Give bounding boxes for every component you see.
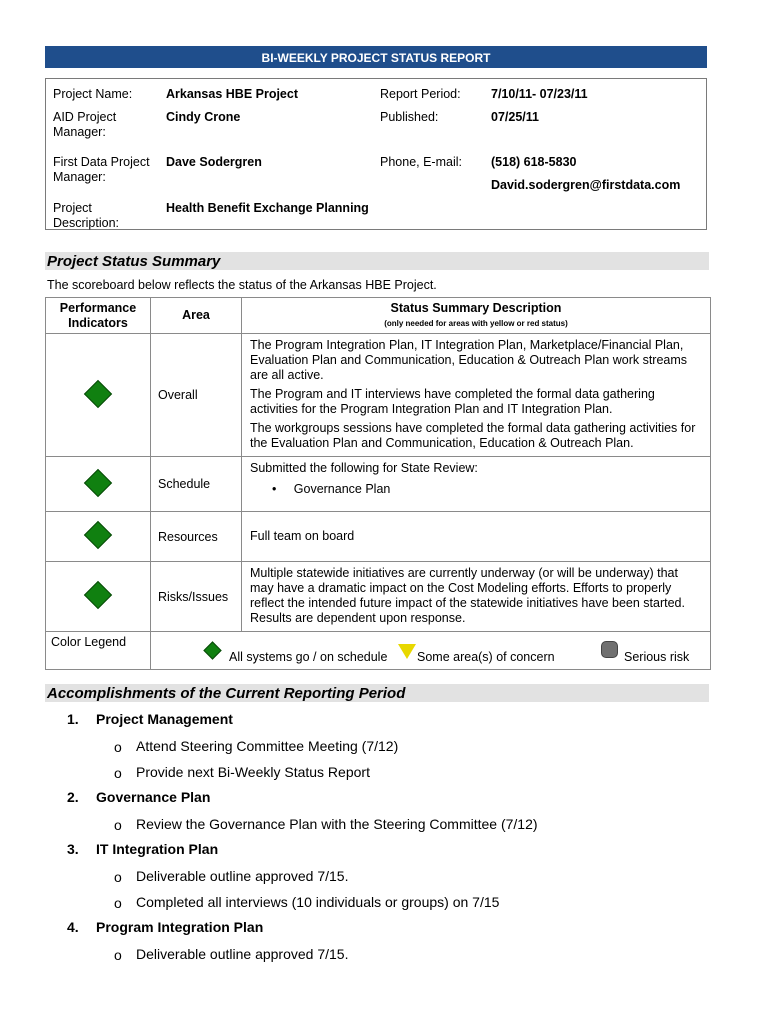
item-title: IT Integration Plan [96,841,219,857]
area-cell: Resources [151,512,242,562]
aid-pm-label: AID Project Manager: [53,110,117,139]
sub-item: Provide next Bi-Weekly Status Report [136,764,370,780]
sub-item: Review the Governance Plan with the Steering Committee (7/12) [136,816,538,832]
description-label: Project Description: [53,201,119,230]
description-cell: Submitted the following for State Review: • Governance Plan [242,457,711,512]
report-title: BI-WEEKLY PROJECT STATUS REPORT [45,46,707,68]
description-cell: Multiple statewide initiatives are currently underway (or will be underway) that may have a dramatic impact on the Cost Modeling efforts. Efforts to properly reflect the intended future impact of the statewide initiatives have been started. Results are dependent upon response. [242,562,711,632]
phone-email-label: Phone, E-mail: [380,155,462,169]
indicator-cell [46,457,151,512]
item-title: Governance Plan [96,789,211,805]
project-info-box [45,78,707,230]
sub-marker: o [114,895,122,911]
indicator-cell [46,334,151,457]
item-number: 4. [67,919,79,935]
indicators-header: Performance Indicators [46,298,151,334]
aid-pm-value: Cindy Crone [166,110,241,124]
bullet-item: • Governance Plan [272,482,391,496]
table-row [46,512,711,562]
status-table [45,297,711,670]
area-header: Area [151,298,242,334]
area-cell: Risks/Issues [151,562,242,632]
legend-red-text: Serious risk [624,650,690,664]
description-header: Status Summary Description (only needed for areas with yellow or red status) [242,298,711,334]
green-diamond-icon [203,641,221,659]
sub-marker: o [114,739,122,755]
sub-marker: o [114,869,122,885]
item-title: Program Integration Plan [96,919,264,935]
description-value: Health Benefit Exchange Planning [166,201,369,215]
status-table-header [46,298,711,334]
area-cell: Overall [151,334,242,457]
project-name-label: Project Name: [53,87,133,101]
sub-item: Completed all interviews (10 individuals or groups) on 7/15 [136,894,500,910]
fd-pm-value: Dave Sodergren [166,155,262,169]
legend-yellow-text: Some area(s) of concern [417,650,555,664]
item-title: Project Management [96,711,233,727]
green-status-icon [84,379,112,407]
sub-item: Deliverable outline approved 7/15. [136,946,349,962]
published-value: 07/25/11 [491,110,539,124]
fd-pm-label: First Data Project Manager: [53,155,150,184]
table-row [46,334,711,457]
description-cell: Full team on board [242,512,711,562]
sub-marker: o [114,947,122,963]
indicator-cell [46,512,151,562]
color-legend-label: Color Legend [46,632,151,670]
color-legend-row [46,632,711,670]
yellow-triangle-icon [398,644,416,659]
item-number: 3. [67,841,79,857]
item-number: 2. [67,789,79,805]
table-row [46,457,711,512]
item-number: 1. [67,711,79,727]
gray-octagon-icon [601,641,618,658]
green-status-icon [84,581,112,609]
area-cell: Schedule [151,457,242,512]
status-summary-heading: Project Status Summary [45,252,709,270]
sub-item: Deliverable outline approved 7/15. [136,868,349,884]
report-period-value: 7/10/11- 07/23/11 [491,87,588,101]
project-name-value: Arkansas HBE Project [166,87,299,101]
color-legend [151,632,711,670]
email-value: David.sodergren@firstdata.com [491,178,681,192]
sub-item: Attend Steering Committee Meeting (7/12) [136,738,399,754]
status-summary-intro: The scoreboard below reflects the status of the Arkansas HBE Project. [47,278,437,292]
sub-marker: o [114,817,122,833]
published-label: Published: [380,110,439,124]
green-status-icon [84,468,112,496]
green-status-icon [84,521,112,549]
accomplishments-heading: Accomplishments of the Current Reporting Period [45,684,709,702]
sub-marker: o [114,765,122,781]
legend-green-text: All systems go / on schedule [229,650,388,664]
description-cell: The Program Integration Plan, IT Integration Plan, Marketplace/Financial Plan, Evaluation Plan and Communication, Education & Outreach Plan work streams are all active. The Program and IT interviews have completed the formal data gathering activities for the Program Integration Plan and IT Integration Plan. The workgroups sessions have completed the formal data gathering activities for the Evaluation Plan and Communication, Education & Outreach Plan. [242,334,711,457]
phone-value: (518) 618-5830 [491,155,577,169]
report-period-label: Report Period: [380,87,461,101]
table-row [46,562,711,632]
indicator-cell [46,562,151,632]
